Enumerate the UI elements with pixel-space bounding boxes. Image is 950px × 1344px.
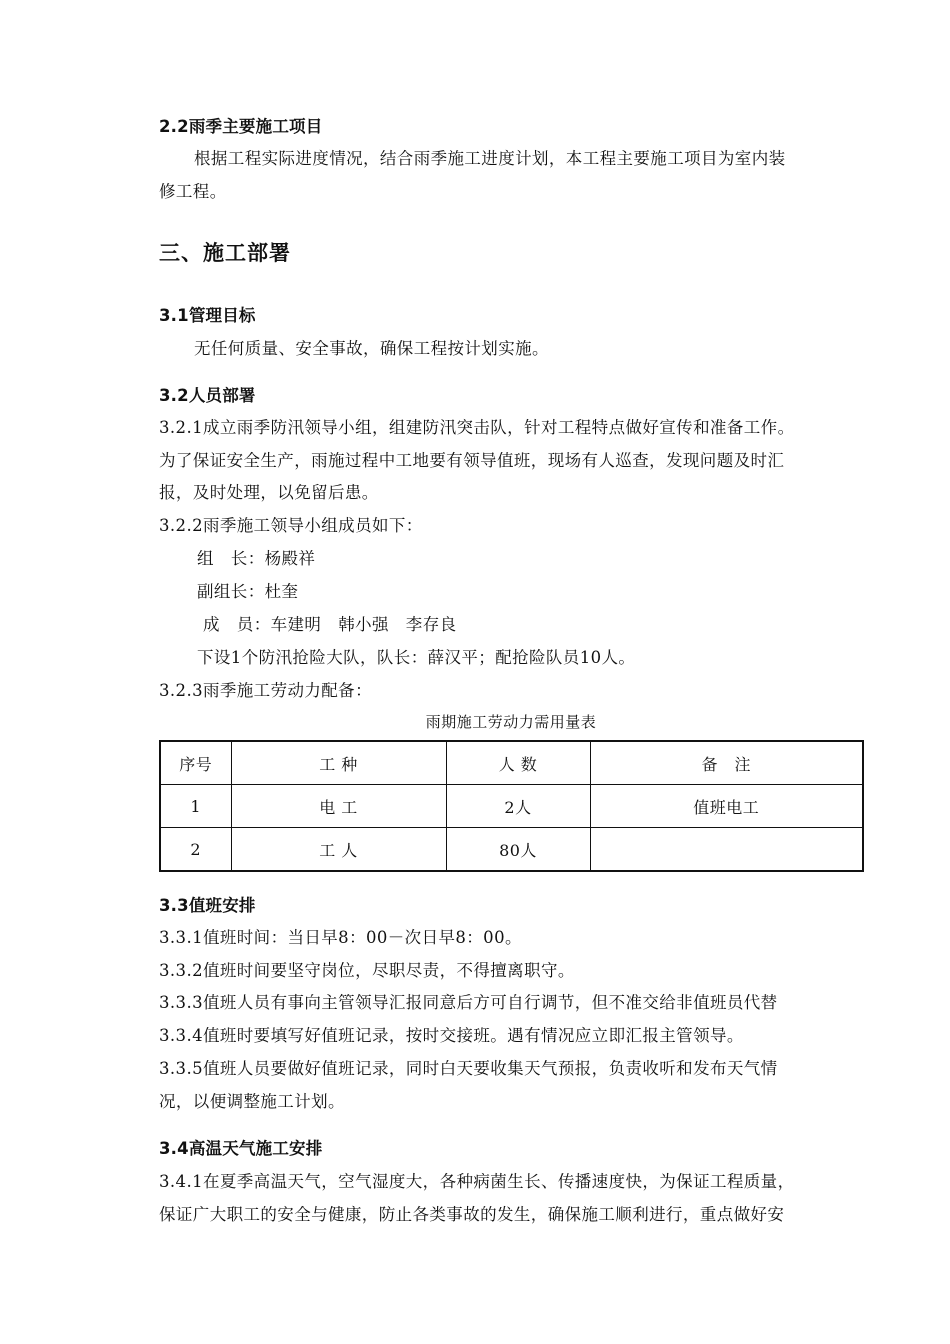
paragraph-line: 3.3.1值班时间：当日早8：00－次日早8：00。: [159, 928, 522, 947]
paragraph-line: 3.3.4值班时要填写好值班记录，按时交接班。遇有情况应立即汇报主管领导。: [159, 1026, 744, 1045]
chapter-3-heading: 三、施工部署: [159, 241, 291, 265]
paragraph-line: 3.4.1在夏季高温天气，空气湿度大，各种病菌生长、传播速度快，为保证工程质量，: [159, 1172, 795, 1191]
paragraph-line: 3.2.3雨季施工劳动力配备：: [159, 681, 372, 700]
paragraph-line: 3.3.5值班人员要做好值班记录，同时白天要收集天气预报，负责收听和发布天气情: [159, 1059, 778, 1078]
header-cell-count: 人 数: [446, 741, 590, 785]
table-cell: 1: [160, 785, 231, 828]
deputy-leader-line: 副组长：杜奎: [197, 582, 299, 601]
labor-table: [159, 740, 864, 872]
leader-line: 组 长：杨殿祥: [197, 549, 316, 568]
table-cell: 80人: [446, 828, 590, 872]
header-cell-trade: 工 种: [231, 741, 446, 785]
table-row: [160, 785, 863, 828]
header-cell-index: 序号: [160, 741, 231, 785]
paragraph-line: 根据工程实际进度情况，结合雨季施工进度计划，本工程主要施工项目为室内装: [194, 149, 786, 168]
table-caption: 雨期施工劳动力需用量表: [425, 713, 597, 731]
table-header-row: [160, 741, 863, 785]
table-cell: 值班电工: [590, 785, 863, 828]
table-cell: 电 工: [231, 785, 446, 828]
paragraph-line: 3.3.2值班时间要坚守岗位，尽职尽责，不得擅离职守。: [159, 961, 575, 980]
table-cell: 2人: [446, 785, 590, 828]
paragraph-line: 3.2.1成立雨季防汛领导小组，组建防汛突击队，针对工程特点做好宣传和准备工作。: [159, 418, 795, 437]
paragraph-line: 况，以便调整施工计划。: [159, 1092, 345, 1111]
rescue-team-line: 下设1个防汛抢险大队，队长：薛汉平；配抢险队员10人。: [197, 648, 636, 667]
paragraph-line: 3.3.3值班人员有事向主管领导汇报同意后方可自行调节，但不准交给非值班员代替: [159, 993, 778, 1012]
section-3-2-heading: 3.2人员部署: [159, 386, 256, 405]
members-line: 成 员：车建明 韩小强 李存良: [203, 615, 457, 634]
paragraph-line: 保证广大职工的安全与健康，防止各类事故的发生，确保施工顺利进行，重点做好安: [159, 1205, 785, 1224]
paragraph-line: 报，及时处理，以免留后患。: [159, 483, 379, 502]
paragraph-line: 无任何质量、安全事故，确保工程按计划实施。: [194, 339, 549, 358]
table-cell: 工 人: [231, 828, 446, 872]
table-row: [160, 828, 863, 872]
section-3-4-heading: 3.4高温天气施工安排: [159, 1139, 323, 1158]
table-cell: [590, 828, 863, 872]
header-cell-remark: 备 注: [590, 741, 863, 785]
section-2-2-heading: 2.2雨季主要施工项目: [159, 117, 323, 136]
section-3-1-heading: 3.1管理目标: [159, 306, 256, 325]
paragraph-line: 3.2.2雨季施工领导小组成员如下：: [159, 516, 423, 535]
table-cell: 2: [160, 828, 231, 872]
paragraph-line: 为了保证安全生产，雨施过程中工地要有领导值班，现场有人巡查，发现问题及时汇: [159, 451, 785, 470]
section-3-3-heading: 3.3值班安排: [159, 896, 256, 915]
paragraph-line: 修工程。: [159, 182, 227, 201]
